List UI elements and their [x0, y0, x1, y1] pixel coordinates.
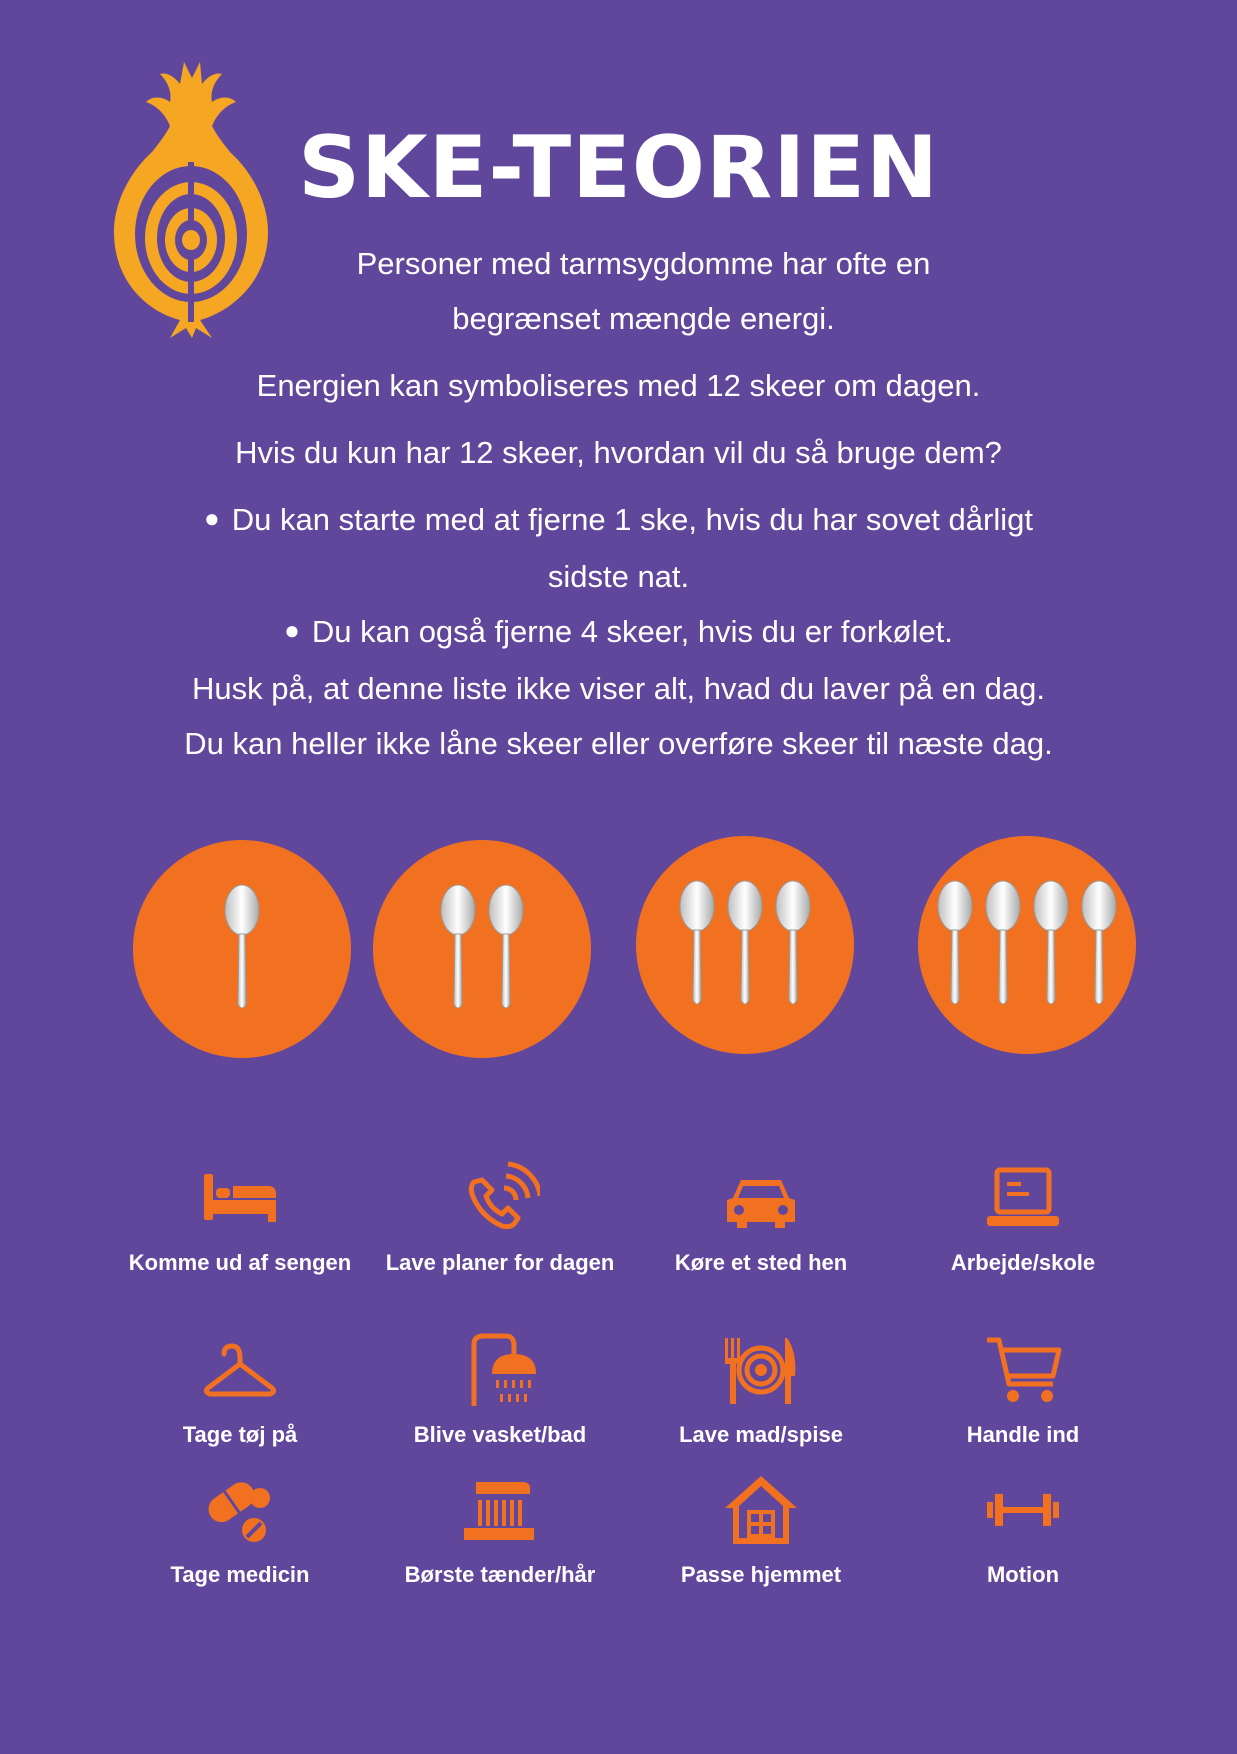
activity-item: [110, 1332, 370, 1448]
toothbrush-icon: [460, 1472, 540, 1548]
activity-item: [370, 1332, 630, 1448]
spoon-icon: [725, 880, 765, 1010]
activity-label: Blive vasket/bad: [413, 1422, 587, 1447]
bullet-item: ● Du kan også fjerne 4 skeer, hvis du er forkølet.: [0, 604, 1237, 661]
activity-label: Tage tøj på: [182, 1422, 298, 1447]
activity-item: [893, 1332, 1153, 1448]
activity-label: Arbejde/skole: [950, 1250, 1096, 1275]
spoon-icon: [677, 880, 717, 1010]
house-icon: [721, 1472, 801, 1548]
spoon-circle-2: [373, 840, 591, 1058]
dumbbell-icon: [983, 1472, 1063, 1548]
intro-line: Personer med tarmsygdomme har ofte en: [356, 246, 931, 281]
bed-icon: [200, 1160, 280, 1236]
activity-label: Handle ind: [966, 1422, 1080, 1447]
activity-label: Motion: [986, 1562, 1060, 1587]
phone-icon: [460, 1160, 540, 1236]
activity-item: [631, 1472, 891, 1588]
activity-item: [893, 1160, 1153, 1276]
spoon-icon: [1031, 880, 1071, 1010]
activity-item: [110, 1472, 370, 1588]
activity-item: [370, 1472, 630, 1588]
spoon-circle-1: [133, 840, 351, 1058]
activity-label: Lave planer for dagen: [385, 1250, 615, 1275]
plate-icon: [721, 1332, 801, 1408]
bullet-item: ● Du kan starte med at fjerne 1 ske, hvis du har sovet dårligt: [0, 492, 1237, 549]
activity-item: [631, 1332, 891, 1448]
spoon-circle-3: [636, 836, 854, 1054]
activity-item: [893, 1472, 1153, 1588]
spoon-icon: [486, 884, 526, 1014]
activity-label: Køre et sted hen: [674, 1250, 848, 1275]
intro-text: [0, 236, 1237, 771]
activity-item: [370, 1160, 630, 1276]
spoon-icon: [222, 884, 262, 1014]
spoon-icon: [1079, 880, 1119, 1010]
spoon-icon: [935, 880, 975, 1010]
car-icon: [721, 1160, 801, 1236]
activity-label: Tage medicin: [170, 1562, 310, 1587]
activity-label: Passe hjemmet: [680, 1562, 842, 1587]
pills-icon: [200, 1472, 280, 1548]
laptop-icon: [983, 1160, 1063, 1236]
activity-label: Komme ud af sengen: [128, 1250, 352, 1275]
page-title: SKE-TEORIEN: [298, 118, 939, 218]
intro-line: begrænset mængde energi.: [452, 301, 835, 336]
spoon-circles: [0, 840, 1237, 1070]
activity-item: [110, 1160, 370, 1276]
shower-icon: [460, 1332, 540, 1408]
activity-label: Børste tænder/hår: [404, 1562, 596, 1587]
intro-line: Energien kan symboliseres med 12 skeer om dagen.: [256, 368, 981, 403]
intro-line: Hvis du kun har 12 skeer, hvordan vil du så bruge dem?: [235, 435, 1002, 470]
activity-label: Lave mad/spise: [679, 1422, 843, 1447]
intro-line: Du kan heller ikke låne skeer eller overføre skeer til næste dag.: [184, 726, 1053, 761]
intro-line: Husk på, at denne liste ikke viser alt, hvad du laver på en dag.: [192, 671, 1045, 706]
hanger-icon: [200, 1332, 280, 1408]
spoon-icon: [438, 884, 478, 1014]
cart-icon: [983, 1332, 1063, 1408]
activity-item: [631, 1160, 891, 1276]
spoon-icon: [983, 880, 1023, 1010]
spoon-icon: [773, 880, 813, 1010]
spoon-circle-4: [918, 836, 1136, 1054]
bullet-item-continuation: sidste nat.: [547, 559, 690, 594]
